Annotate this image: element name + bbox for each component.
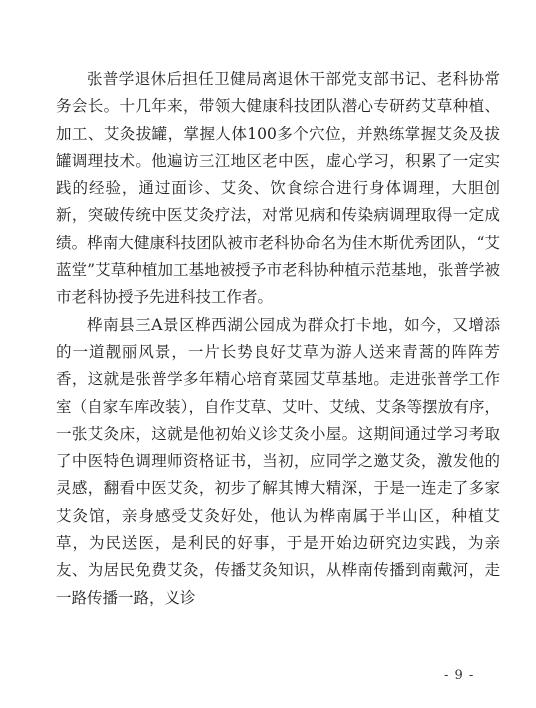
body-paragraph: 桦南县三A景区桦西湖公园成为群众打卡地，如今，又增添的一道靓丽风景，一片长势良好艾草为游人送来青蒿的阵阵芳香，这就是张普学多年精心培育菜园艾草基地。走进张普学工作室（自家车库改装），自作艾草、艾叶、艾绒、艾条等摆放有序，一张艾灸床，这就是他初始义诊艾灸小屋。这期间通过学习考取了中医特色调理师资格证书，当初，应同学之邀艾灸，激发他的灵感，翻看中医艾灸，初步了解其博大精深，于是一连走了多家艾灸馆，亲身感受艾灸好处，他认为桦南属于半山区，种植艾草，为民送医，是利民的好事，于是开始边研究边实践，为亲友、为居民免费艾灸，传播艾灸知识，从桦南传播到南戴河，走一路传播一路，义诊 xyxy=(56,315,500,607)
document-body xyxy=(56,66,500,612)
page-number: - 9 - xyxy=(444,668,475,683)
body-paragraph: 张普学退休后担任卫健局离退休干部党支部书记、老科协常务会长。十几年来，带领大健康科技团队潜心专研药艾草种植、加工、艾灸拔罐，掌握人体100多个穴位，并熟练掌握艾灸及拔罐调理技术。他遍访三江地区老中医，虚心学习，积累了一定实践的经验，通过面诊、艾灸、饮食综合进行身体调理，大胆创新，突破传统中医艾灸疗法，对常见病和传染病调理取得一定成绩。桦南大健康科技团队被市老科协命名为佳木斯优秀团队，“艾蓝堂”艾草种植加工基地被授予市老科协种植示范基地，张普学被市老科协授予先进科技工作者。 xyxy=(56,70,500,307)
